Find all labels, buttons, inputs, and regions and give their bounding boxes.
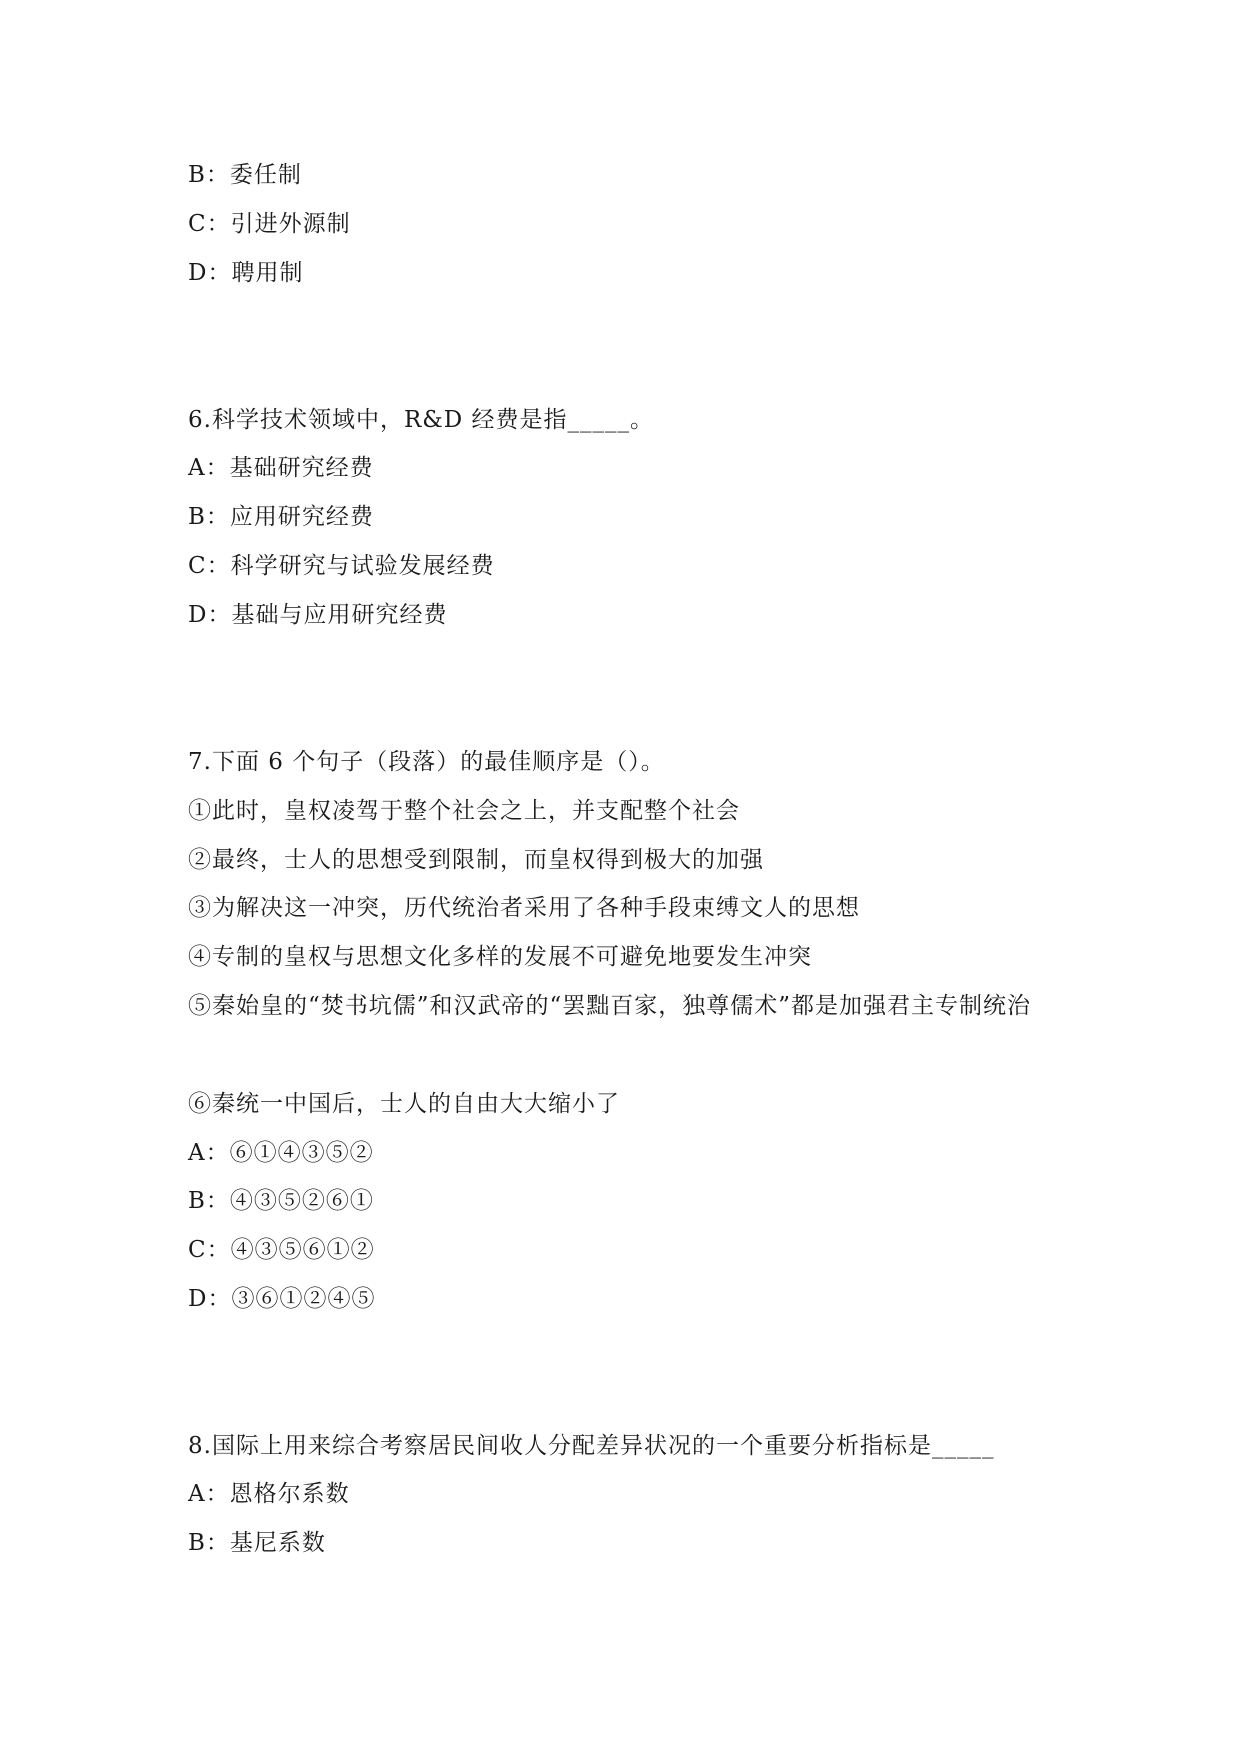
q6-option-c: C：科学研究与试验发展经费 <box>188 553 495 579</box>
q7-option-b: B：④③⑤②⑥① <box>188 1188 374 1214</box>
q7-sentence-3: ③为解决这一冲突，历代统治者采用了各种手段束缚文人的思想 <box>188 895 860 921</box>
q7-option-c: C：④③⑤⑥①② <box>188 1237 375 1263</box>
q5-option-b: B：委任制 <box>188 162 302 188</box>
q6-option-b: B：应用研究经费 <box>188 504 374 530</box>
q7-option-d: D：③⑥①②④⑤ <box>188 1286 376 1312</box>
q6-stem: 6.科学技术领域中，R&D 经费是指_____。 <box>188 407 654 433</box>
q7-option-a: A：⑥①④③⑤② <box>188 1140 374 1166</box>
q6-option-a: A：基础研究经费 <box>188 455 374 481</box>
q6-option-d: D：基础与应用研究经费 <box>188 602 448 628</box>
q7-sentence-6: ⑥秦统一中国后，士人的自由大大缩小了 <box>188 1091 620 1117</box>
q7-sentence-1: ①此时，皇权凌驾于整个社会之上，并支配整个社会 <box>188 798 740 824</box>
q8-option-a: A：恩格尔系数 <box>188 1481 350 1507</box>
q7-sentence-4: ④专制的皇权与思想文化多样的发展不可避免地要发生冲突 <box>188 944 812 970</box>
q8-stem: 8.国际上用来综合考察居民间收人分配差异状况的一个重要分析指标是_____ <box>188 1433 995 1459</box>
q5-option-c: C：引进外源制 <box>188 211 351 237</box>
q7-sentence-2: ②最终，士人的思想受到限制，而皇权得到极大的加强 <box>188 847 764 873</box>
q8-option-b: B：基尼系数 <box>188 1530 326 1556</box>
q7-sentence-5: ⑤秦始皇的“焚书坑儒”和汉武帝的“罢黜百家，独尊儒术”都是加强君主专制统治 <box>188 993 1032 1019</box>
q7-stem: 7.下面 6 个句子（段落）的最佳顺序是（）。 <box>188 749 665 775</box>
q5-option-d: D：聘用制 <box>188 260 304 286</box>
